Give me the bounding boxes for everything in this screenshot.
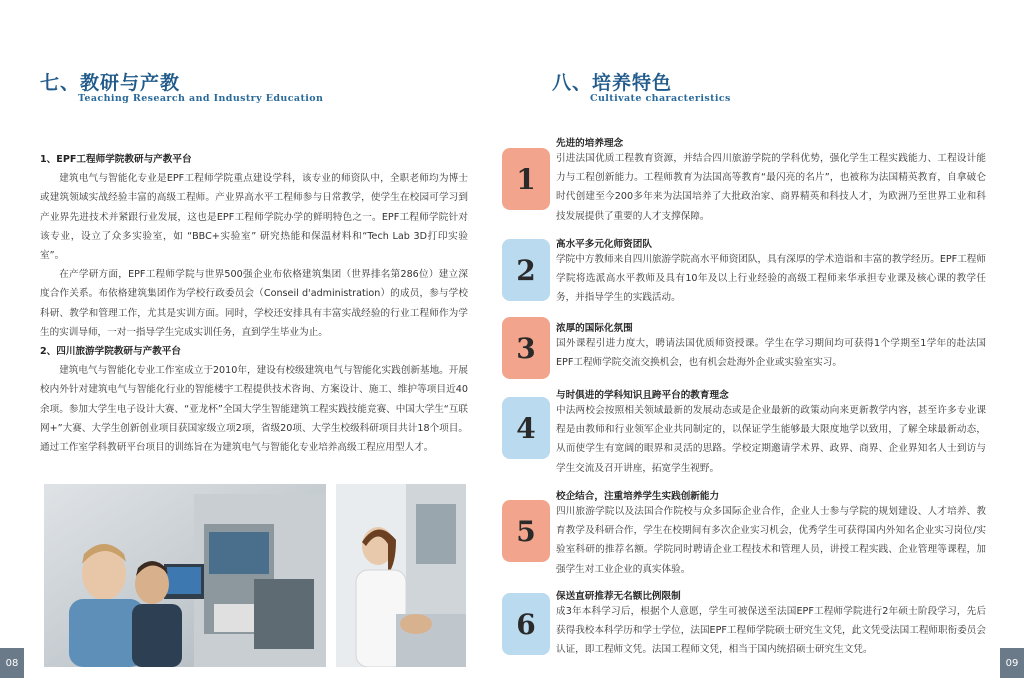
photo-scientist-lab bbox=[336, 484, 466, 667]
feature-title-2: 高水平多元化师资团队 bbox=[556, 239, 652, 250]
feature-number-2: 2 bbox=[502, 239, 550, 301]
teaching-body bbox=[40, 150, 468, 457]
paragraph-epf-1: 建筑电气与智能化专业是EPF工程师学院重点建设学科，该专业的师资队中，全职老师均为博士或建筑领域实战经验丰富的高级工程师。产业界高水平工程师参与日常教学，使学生在校园可学习到产业界先进技术并紧跟行业发展，这也是EPF工程师学院办学的鲜明特色之一。EPF工程师学院针对该专业，设立了众多实验室，如 “BBC+实验室” 研究热能和保温材料和“Tech Lab 3D打印实验室”。 bbox=[40, 173, 468, 262]
feature-title-6: 保送直研推荐无名额比例限制 bbox=[556, 591, 681, 602]
feature-number-3: 3 bbox=[502, 317, 550, 379]
feature-title-3: 浓厚的国际化氛围 bbox=[556, 323, 633, 334]
section-subtitle-teaching: Teaching Research and Industry Education bbox=[78, 93, 324, 104]
section-title-teaching: 七、教研与产教 bbox=[40, 72, 181, 94]
feature-body-2: 学院中方教师来自四川旅游学院高水平师资团队，具有深厚的学术造诣和丰富的教学经历。EPF工程师学院将选派高水平教师及具有10年及以上行业经验的高级工程师来华承担专业课及核心课的教学任务，并指导学生的实践活动。 bbox=[556, 254, 986, 304]
feature-title-1: 先进的培养理念 bbox=[556, 138, 624, 149]
subheading-sichuan: 2、四川旅游学院教研与产教平台 bbox=[40, 346, 181, 358]
feature-body-6: 成3年本科学习后，根据个人意愿，学生可被保送至法国EPF工程师学院进行2年硕士阶段学习，先后获得我校本科学历和学士学位，法国EPF工程师学院硕士研究生文凭，此文凭受法国工程师职衔委员会认证，即工程师文凭。法国工程师文凭，相当于国内统招硕士研究生文凭。 bbox=[556, 606, 986, 656]
subheading-epf: 1、EPF工程师学院教研与产教平台 bbox=[40, 154, 192, 165]
paragraph-sichuan: 建筑电气与智能化专业工作室成立于2010年，建设有校级建筑电气与智能化实践创新基地。开展校内外针对建筑电气与智能化行业的智能楼宇工程提供技术咨询、方案设计、施工、维护等项目近40余项。参加大学生电子设计大赛、“亚龙杯”全国大学生智能建筑工程实践技能竞赛、中国大学生“互联网+”大赛、大学生创新创业项目获国家级立项2项，省级20项、大学生校级科研项目共计18个项目。通过工作室学科教研平台项目的训练旨在为建筑电气与智能化专业培养高级工程应用型人才。 bbox=[40, 365, 468, 454]
feature-title-4: 与时俱进的学科知识且跨平台的教育理念 bbox=[556, 390, 729, 401]
feature-number-5: 5 bbox=[502, 500, 550, 562]
paragraph-epf-2: 在产学研方面，EPF工程师学院与世界500强企业布依格建筑集团（世界排名第286位）建立深度合作关系。布依格建筑集团作为学校行政委员会（Conseil d'administration）的成员，参与学校科研、教学和管理工作，尤其是实训方面。同时，学校还安排具有丰富实战经验的行业工程师作为学生的实训导师，一对一指导学生完成实训任务，直到学生毕业为止。 bbox=[40, 269, 468, 338]
feature-title-5: 校企结合，注重培养学生实践创新能力 bbox=[556, 491, 720, 502]
feature-number-6: 6 bbox=[502, 593, 550, 655]
feature-body-5: 四川旅游学院以及法国合作院校与众多国际企业合作，企业人士参与学院的规划建设、人才培养、教育教学及科研合作，学生在校期间有多次企业实习机会，优秀学生可获得国内外知名企业实习岗位/实验室科研的推荐名额。学院同时聘请企业工程技术和管理人员，讲授工程实践、企业管理等课程，加强学生对工业企业的真实体验。 bbox=[556, 506, 986, 575]
page-number-right: 09 bbox=[1000, 648, 1024, 678]
right-page bbox=[512, 0, 1024, 699]
feature-body-4: 中法两校会按照相关领域最新的发展动态或是企业最新的政策动向来更新教学内容，甚至许多专业课程是由教师和行业领军企业共同制定的，以保证学生能够最大限度地学以致用，了解全球最新动态，从而使学生有宽阔的眼界和灵活的思路。学校定期邀请学术界、政界、商界、企业界知名人士到访与学生交流及召开讲座，拓宽学生视野。 bbox=[556, 405, 986, 474]
feature-number-4: 4 bbox=[502, 397, 550, 459]
feature-number-1: 1 bbox=[502, 148, 550, 210]
section-subtitle-cultivate: Cultivate characteristics bbox=[590, 93, 731, 104]
section-title-cultivate: 八、培养特色 bbox=[552, 72, 673, 94]
page-number-left: 08 bbox=[0, 648, 24, 678]
feature-body-3: 国外课程引进力度大，聘请法国优质师资授课。学生在学习期间均可获得1个学期至1学年的赴法国EPF工程师学院交流交换机会，也有机会赴海外企业或实验室实习。 bbox=[556, 338, 986, 369]
photo-students-lab bbox=[44, 484, 326, 667]
feature-body-1: 引进法国优质工程教育资源，并结合四川旅游学院的学科优势，强化学生工程实践能力、工程设计能力与工程创新能力。工程师教育为法国高等教育“最闪亮的名片”，也被称为法国精英教育，自拿破仑时代创建至今200多年来为法国培养了大批政治家、商界精英和科技人才，为欧洲乃至世界工业和科技发展提供了重要的人才支撑保障。 bbox=[556, 153, 986, 222]
